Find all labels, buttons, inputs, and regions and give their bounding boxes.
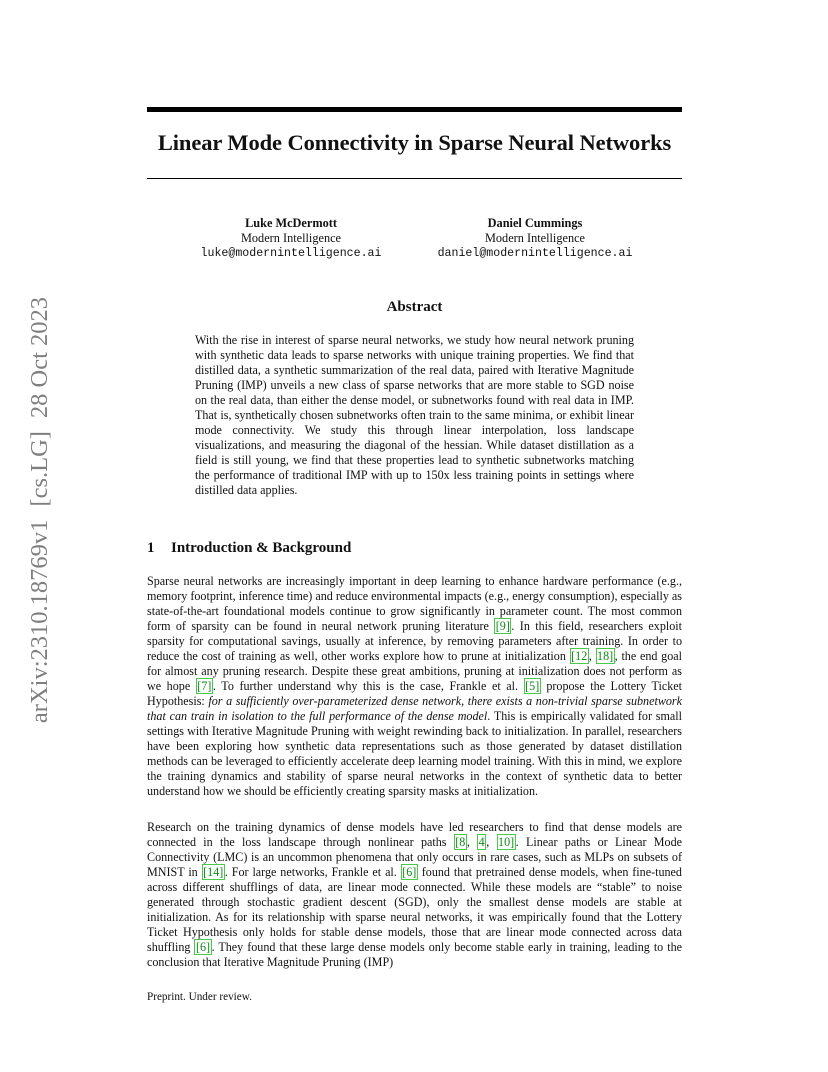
section-heading bbox=[147, 540, 351, 557]
citation-link[interactable]: 18] bbox=[597, 649, 614, 663]
text-run: . To further understand why this is the case, Frankle et al. bbox=[212, 679, 524, 693]
citation-link[interactable]: [6] bbox=[195, 940, 211, 954]
title-bottom-rule bbox=[147, 178, 682, 179]
author-affiliation: Modern Intelligence bbox=[484, 231, 586, 245]
text-run: Sparse neural networks are increasingly important in deep learning to enhance hardware performance (e.g., memory footprint, inference time) and reduce environmental impacts (e.g., energy consumption), especially as state-of-the-art foundational models continue to grow significantly in parameter count. The most common form of sparsity can be found in neural network pruning literature bbox=[147, 574, 682, 633]
intro-paragraph-2 bbox=[147, 820, 682, 970]
citation-link[interactable]: 4 bbox=[478, 835, 485, 849]
arxiv-id[interactable]: arXiv:2310.18769v1 bbox=[26, 519, 53, 724]
hypothesis-statement: for a sufficiently over-parameterized dense network, there exists a non-trivial sparse subnetwork that can train in isolation to the full performance of the dense model bbox=[147, 694, 683, 723]
text-run: Research on the training dynamics of dense models have led researchers to find that dense models are connected in the loss landscape through nonlinear paths bbox=[147, 820, 682, 849]
author-name: Daniel Cummings bbox=[487, 216, 583, 230]
abstract-text: With the rise in interest of sparse neural networks, we study how neural network pruning with synthetic data leads to sparse networks with unique training properties. We find that distilled data, a synthetic summarization of the real data, paired with Iterative Magnitude Pruning (IMP) unveils a new class of sparse networks that are more stable to SGD noise on the real data, than either the dense model, or subnetworks found with real data in IMP. That is, synthetically chosen subnetworks often train to the same minima, or exhibit linear mode connectivity. We study this through linear interpolation, loss landscape visualizations, and measuring the diagonal of the hessian. While dataset distillation as a field is still young, we find that these properties lead to synthetic subnetworks matching the performance of traditional IMP with up to 150x less training points in settings where distilled data applies. bbox=[195, 333, 634, 497]
text-run: found that pretrained dense models, when fine-tuned across different shufflings of data, are linear mode connected. While these models are “stable” to noise generated through stochastic gradient descent (SGD), only the smallest dense models are stable at initialization. As for its relationship with sparse neural networks, it was empirically found that the Lottery Ticket Hypothesis only holds for stable dense models, those that are linear mode connected across data shuffling bbox=[147, 865, 682, 954]
text-run: , bbox=[466, 835, 478, 849]
intro-paragraph-1 bbox=[147, 574, 682, 799]
author-email[interactable]: daniel@modernintelligence.ai bbox=[437, 247, 633, 260]
author-affiliation: Modern Intelligence bbox=[240, 231, 342, 245]
citation-link[interactable]: [7] bbox=[197, 679, 212, 693]
text-run: . This is empirically validated for small settings with Iterative Magnitude Pruning with weight rewinding back to initialization. In parallel, researchers have been exploring how synthetic data representations such as those generated by dataset distillation methods can be leveraged to efficiently accelerate deep learning model training. With this in mind, we explore the training dynamics and stability of sparse neural networks in the context of synthetic data to better understand how we should be efficiently creating sparsity masks at initialization. bbox=[147, 709, 682, 798]
citation-link[interactable]: [12 bbox=[571, 649, 588, 663]
citation-link[interactable]: [5] bbox=[525, 679, 540, 693]
footer-note: Preprint. Under review. bbox=[147, 991, 252, 1003]
paper-title: Linear Mode Connectivity in Sparse Neural Networks bbox=[157, 130, 672, 155]
arxiv-category: [cs.LG] bbox=[26, 431, 53, 507]
author-block bbox=[430, 216, 640, 261]
citation-link[interactable]: [8 bbox=[455, 835, 466, 849]
text-run: . In this field, researchers exploit sparsity for computational savings, usually at inference, by removing parameters after training. In order to reduce the cost of training as well, other works explore how to prune at initialization bbox=[147, 619, 682, 663]
text-run: propose the Lottery Ticket Hypothesis: bbox=[147, 679, 682, 708]
arxiv-watermark bbox=[26, 260, 56, 760]
text-run: . Linear paths or Linear Mode Connectivity (LMC) is an uncommon phenomena that only occurs in rare cases, such as MLPs on subsets of MNIST in bbox=[147, 835, 682, 879]
title-top-rule bbox=[147, 107, 682, 112]
text-run: , the end goal for almost any pruning research. Despite these great ambitions, pruning at initialization does not perform as we hope bbox=[147, 649, 683, 693]
citation-link[interactable]: 10] bbox=[498, 835, 515, 849]
text-run: , bbox=[486, 835, 497, 849]
author-name: Luke McDermott bbox=[245, 216, 337, 230]
citation-link[interactable]: [14] bbox=[203, 865, 224, 879]
abstract-heading: Abstract bbox=[386, 299, 443, 315]
text-run: , bbox=[588, 649, 596, 663]
author-block bbox=[186, 216, 396, 261]
section-title: Introduction & Background bbox=[171, 540, 352, 556]
citation-link[interactable]: [6] bbox=[402, 865, 417, 879]
author-email[interactable]: luke@modernintelligence.ai bbox=[200, 247, 382, 260]
arxiv-date: 28 Oct 2023 bbox=[26, 296, 53, 419]
citation-link[interactable]: [9] bbox=[495, 619, 510, 633]
text-run: . For large networks, Frankle et al. bbox=[224, 865, 401, 879]
section-number: 1 bbox=[147, 540, 155, 556]
text-run: . They found that these large dense models only become stable early in training, leading to the conclusion that Iterative Magnitude Pruning (IMP) bbox=[147, 940, 682, 969]
